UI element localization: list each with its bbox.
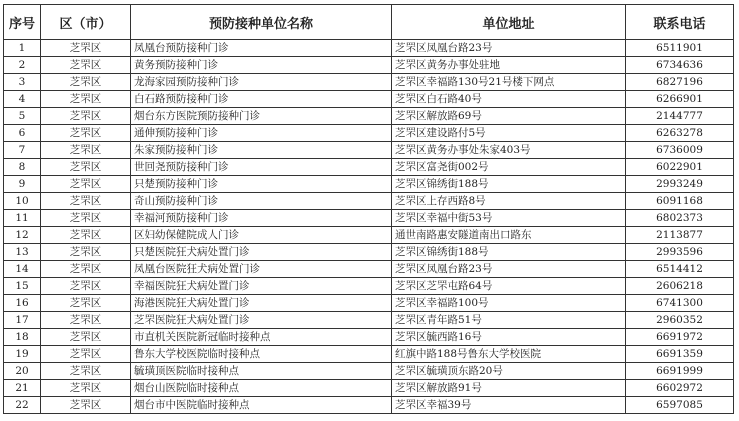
cell-address: 芝罘区锦绣街188号: [392, 176, 626, 193]
cell-index: 12: [4, 227, 41, 244]
cell-address: 芝罘区凤凰台路23号: [392, 261, 626, 278]
cell-address: 芝罘区建设路付5号: [392, 125, 626, 142]
cell-district: 芝罘区: [41, 57, 131, 74]
cell-address: 芝罘区富尧街002号: [392, 159, 626, 176]
cell-unit-name: 只楚医院狂犬病处置门诊: [131, 244, 392, 261]
cell-phone: 6827196: [626, 74, 734, 91]
cell-index: 7: [4, 142, 41, 159]
cell-index: 3: [4, 74, 41, 91]
cell-unit-name: 烟台山医院临时接种点: [131, 380, 392, 397]
cell-district: 芝罘区: [41, 329, 131, 346]
cell-phone: 6514412: [626, 261, 734, 278]
cell-phone: 2606218: [626, 278, 734, 295]
cell-address: 芝罘区毓璜顶东路20号: [392, 363, 626, 380]
header-phone: 联系电话: [626, 5, 734, 40]
cell-phone: 6691359: [626, 346, 734, 363]
table-row: [4, 210, 734, 227]
cell-phone: 6736009: [626, 142, 734, 159]
cell-address: 芝罘区上存西路8号: [392, 193, 626, 210]
table-row: [4, 57, 734, 74]
cell-index: 16: [4, 295, 41, 312]
cell-phone: 2993249: [626, 176, 734, 193]
table-row: [4, 193, 734, 210]
cell-index: 11: [4, 210, 41, 227]
cell-phone: 2993596: [626, 244, 734, 261]
cell-phone: 6602972: [626, 380, 734, 397]
table-row: [4, 380, 734, 397]
cell-unit-name: 毓璜顶医院临时接种点: [131, 363, 392, 380]
cell-district: 芝罘区: [41, 193, 131, 210]
cell-address: 芝罘区幸福中街53号: [392, 210, 626, 227]
cell-phone: 2113877: [626, 227, 734, 244]
cell-address: 通世南路惠安隧道南出口路东: [392, 227, 626, 244]
cell-unit-name: 黄务预防接种门诊: [131, 57, 392, 74]
header-district: 区（市）: [41, 5, 131, 40]
cell-unit-name: 通伸预防接种门诊: [131, 125, 392, 142]
cell-district: 芝罘区: [41, 363, 131, 380]
cell-district: 芝罘区: [41, 125, 131, 142]
cell-unit-name: 世回尧预防接种门诊: [131, 159, 392, 176]
cell-district: 芝罘区: [41, 210, 131, 227]
cell-address: 芝罘区白石路40号: [392, 91, 626, 108]
cell-unit-name: 区妇幼保健院成人门诊: [131, 227, 392, 244]
cell-index: 1: [4, 40, 41, 57]
cell-index: 8: [4, 159, 41, 176]
cell-address: 芝罘区幸福路100号: [392, 295, 626, 312]
table-header: [4, 5, 734, 40]
table-row: [4, 142, 734, 159]
cell-district: 芝罘区: [41, 176, 131, 193]
vaccination-sites-table: [3, 4, 734, 414]
cell-unit-name: 凤凰台预防接种门诊: [131, 40, 392, 57]
header-address: 单位地址: [392, 5, 626, 40]
table-row: [4, 346, 734, 363]
cell-phone: 6802373: [626, 210, 734, 227]
cell-unit-name: 龙海家园预防接种门诊: [131, 74, 392, 91]
table-row: [4, 363, 734, 380]
table-row: [4, 329, 734, 346]
cell-district: 芝罘区: [41, 227, 131, 244]
cell-unit-name: 奇山预防接种门诊: [131, 193, 392, 210]
cell-unit-name: 鲁东大学校医院临时接种点: [131, 346, 392, 363]
table-row: [4, 261, 734, 278]
table-row: [4, 125, 734, 142]
cell-address: 芝罘区锦绣街188号: [392, 244, 626, 261]
table-row: [4, 295, 734, 312]
cell-unit-name: 烟台市中医院临时接种点: [131, 397, 392, 414]
cell-district: 芝罘区: [41, 397, 131, 414]
cell-index: 15: [4, 278, 41, 295]
cell-district: 芝罘区: [41, 244, 131, 261]
table-row: [4, 159, 734, 176]
cell-address: 芝罘区芝罘屯路64号: [392, 278, 626, 295]
table-body: [4, 40, 734, 414]
cell-index: 21: [4, 380, 41, 397]
cell-address: 芝罘区凤凰台路23号: [392, 40, 626, 57]
cell-unit-name: 幸福河预防接种门诊: [131, 210, 392, 227]
cell-district: 芝罘区: [41, 74, 131, 91]
cell-address: 芝罘区解放路91号: [392, 380, 626, 397]
cell-index: 17: [4, 312, 41, 329]
table-row: [4, 278, 734, 295]
cell-district: 芝罘区: [41, 108, 131, 125]
cell-phone: 2960352: [626, 312, 734, 329]
cell-phone: 6022901: [626, 159, 734, 176]
cell-index: 6: [4, 125, 41, 142]
cell-district: 芝罘区: [41, 380, 131, 397]
cell-index: 14: [4, 261, 41, 278]
cell-index: 5: [4, 108, 41, 125]
cell-district: 芝罘区: [41, 278, 131, 295]
cell-unit-name: 朱家预防接种门诊: [131, 142, 392, 159]
cell-index: 2: [4, 57, 41, 74]
cell-address: 红旗中路188号鲁东大学校医院: [392, 346, 626, 363]
cell-district: 芝罘区: [41, 312, 131, 329]
cell-unit-name: 海港医院狂犬病处置门诊: [131, 295, 392, 312]
cell-district: 芝罘区: [41, 91, 131, 108]
cell-phone: 6091168: [626, 193, 734, 210]
cell-phone: 2144777: [626, 108, 734, 125]
cell-phone: 6597085: [626, 397, 734, 414]
cell-index: 4: [4, 91, 41, 108]
cell-unit-name: 只楚预防接种门诊: [131, 176, 392, 193]
table-row: [4, 312, 734, 329]
cell-index: 22: [4, 397, 41, 414]
table-row: [4, 40, 734, 57]
cell-district: 芝罘区: [41, 261, 131, 278]
cell-unit-name: 市直机关医院新冠临时接种点: [131, 329, 392, 346]
cell-index: 9: [4, 176, 41, 193]
table-row: [4, 91, 734, 108]
cell-phone: 6266901: [626, 91, 734, 108]
cell-address: 芝罘区青年路51号: [392, 312, 626, 329]
cell-district: 芝罘区: [41, 295, 131, 312]
header-row: [4, 5, 734, 40]
cell-unit-name: 芝罘医院狂犬病处置门诊: [131, 312, 392, 329]
cell-index: 19: [4, 346, 41, 363]
cell-district: 芝罘区: [41, 346, 131, 363]
cell-phone: 6511901: [626, 40, 734, 57]
cell-index: 13: [4, 244, 41, 261]
table-row: [4, 397, 734, 414]
cell-district: 芝罘区: [41, 40, 131, 57]
cell-district: 芝罘区: [41, 159, 131, 176]
cell-phone: 6691999: [626, 363, 734, 380]
table-row: [4, 244, 734, 261]
cell-unit-name: 幸福医院狂犬病处置门诊: [131, 278, 392, 295]
cell-unit-name: 烟台东方医院预防接种门诊: [131, 108, 392, 125]
table-row: [4, 74, 734, 91]
cell-address: 芝罘区幸福路130号21号楼下网点: [392, 74, 626, 91]
cell-index: 20: [4, 363, 41, 380]
cell-address: 芝罘区黄务办事处驻地: [392, 57, 626, 74]
cell-phone: 6741300: [626, 295, 734, 312]
header-unit-name: 预防接种单位名称: [131, 5, 392, 40]
cell-address: 芝罘区毓西路16号: [392, 329, 626, 346]
cell-unit-name: 白石路预防接种门诊: [131, 91, 392, 108]
cell-index: 18: [4, 329, 41, 346]
header-index: 序号: [4, 5, 41, 40]
cell-address: 芝罘区黄务办事处朱家403号: [392, 142, 626, 159]
table-row: [4, 108, 734, 125]
table-row: [4, 227, 734, 244]
cell-address: 芝罘区幸福39号: [392, 397, 626, 414]
cell-phone: 6734636: [626, 57, 734, 74]
cell-address: 芝罘区解放路69号: [392, 108, 626, 125]
cell-phone: 6263278: [626, 125, 734, 142]
cell-phone: 6691972: [626, 329, 734, 346]
cell-district: 芝罘区: [41, 142, 131, 159]
cell-index: 10: [4, 193, 41, 210]
table-row: [4, 176, 734, 193]
cell-unit-name: 凤凰台医院狂犬病处置门诊: [131, 261, 392, 278]
